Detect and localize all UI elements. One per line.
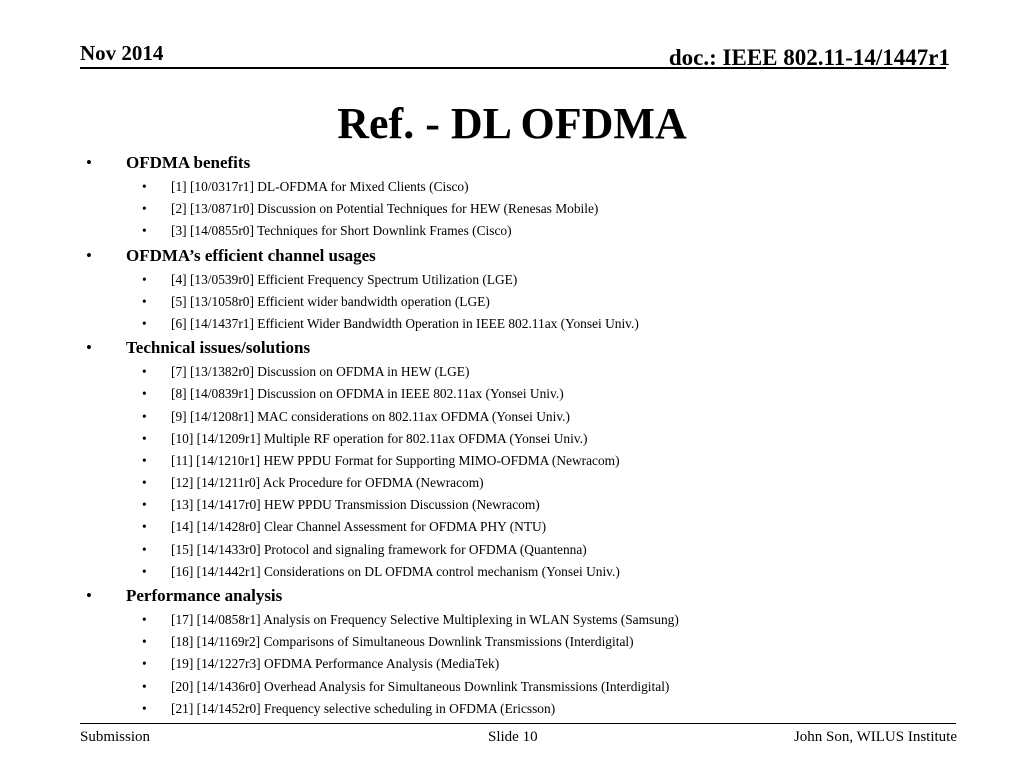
reference-text: [5] [13/1058r0] Efficient wider bandwidth operation (LGE) [171, 293, 490, 309]
reference-item [0, 472, 1024, 494]
bullet-icon: • [142, 293, 147, 309]
reference-item [0, 561, 1024, 583]
reference-text: [8] [14/0839r1] Discussion on OFDMA in IEEE 802.11ax (Yonsei Univ.) [171, 386, 564, 402]
reference-text: [4] [13/0539r0] Efficient Frequency Spectrum Utilization (LGE) [171, 271, 518, 287]
reference-text: [16] [14/1442r1] Considerations on DL OFDMA control mechanism (Yonsei Univ.) [171, 563, 620, 579]
reference-item [0, 198, 1024, 220]
header-date: Nov 2014 [80, 41, 164, 65]
reference-text: [15] [14/1433r0] Protocol and signaling framework for OFDMA (Quantenna) [171, 541, 587, 557]
header-doc-id: doc.: IEEE 802.11-14/1447r1 [668, 45, 950, 70]
reference-item [0, 494, 1024, 516]
slide-title: Ref. - DL OFDMA [337, 99, 687, 148]
reference-item [0, 313, 1024, 335]
reference-item [0, 516, 1024, 538]
reference-item [0, 383, 1024, 405]
reference-text: [12] [14/1211r0] Ack Procedure for OFDMA (Newracom) [171, 475, 484, 491]
reference-item [0, 361, 1024, 383]
footer-rule [80, 723, 956, 724]
bullet-icon: • [142, 315, 147, 331]
footer-submission: Submission [80, 729, 151, 745]
bullet-icon: • [142, 223, 147, 239]
reference-text: [21] [14/1452r0] Frequency selective scheduling in OFDMA (Ericsson) [171, 700, 556, 716]
bullet-icon: • [142, 497, 147, 513]
reference-item [0, 220, 1024, 242]
reference-text: [6] [14/1437r1] Efficient Wider Bandwidth Operation in IEEE 802.11ax (Yonsei Univ.) [171, 315, 639, 331]
bullet-icon: • [86, 153, 92, 172]
reference-text: [17] [14/0858r1] Analysis on Frequency Selective Multiplexing in WLAN Systems (Samsung) [171, 612, 679, 627]
reference-item [0, 698, 1024, 720]
bullet-icon: • [142, 201, 147, 217]
reference-text: [2] [13/0871r0] Discussion on Potential Techniques for HEW (Renesas Mobile) [171, 201, 599, 217]
bullet-icon: • [142, 612, 147, 627]
bullet-icon: • [142, 519, 147, 535]
reference-section [0, 243, 1024, 336]
bullet-icon: • [142, 700, 147, 716]
section-heading-row [0, 335, 1024, 361]
reference-text: [19] [14/1227r3] OFDMA Performance Analysis (MediaTek) [171, 656, 500, 672]
bullet-icon: • [86, 245, 92, 265]
reference-text: [3] [14/0855r0] Techniques for Short Downlink Frames (Cisco) [171, 223, 512, 239]
bullet-icon: • [142, 408, 147, 424]
bullet-icon: • [142, 179, 147, 194]
bullet-icon: • [142, 475, 147, 491]
bullet-icon: • [142, 656, 147, 672]
section-heading-row [0, 150, 1024, 176]
reference-item [0, 450, 1024, 472]
reference-section [0, 150, 1024, 243]
section-heading: Technical issues/solutions [126, 338, 311, 358]
reference-section [0, 335, 1024, 583]
bullet-icon: • [142, 452, 147, 468]
bullet-icon: • [142, 364, 147, 380]
bullet-icon: • [142, 386, 147, 402]
bullet-icon: • [86, 338, 92, 358]
section-heading: OFDMA benefits [126, 153, 251, 172]
reference-section [0, 583, 1024, 720]
section-heading: OFDMA’s efficient channel usages [126, 245, 376, 265]
reference-item [0, 176, 1024, 198]
reference-item [0, 676, 1024, 698]
reference-item [0, 406, 1024, 428]
reference-text: [1] [10/0317r1] DL-OFDMA for Mixed Clients (Cisco) [171, 179, 469, 194]
bullet-icon: • [86, 586, 92, 605]
footer-slide-number: Slide 10 [488, 729, 538, 745]
reference-item [0, 291, 1024, 313]
reference-text: [11] [14/1210r1] HEW PPDU Format for Supporting MIMO-OFDMA (Newracom) [171, 452, 620, 468]
reference-item [0, 653, 1024, 675]
reference-list [0, 150, 1024, 720]
bullet-icon: • [142, 271, 147, 287]
reference-text: [14] [14/1428r0] Clear Channel Assessment for OFDMA PHY (NTU) [171, 519, 547, 535]
reference-item [0, 539, 1024, 561]
bullet-icon: • [142, 430, 147, 446]
reference-item [0, 631, 1024, 653]
section-heading-row [0, 583, 1024, 609]
reference-text: [7] [13/1382r0] Discussion on OFDMA in HEW (LGE) [171, 364, 470, 380]
bullet-icon: • [142, 634, 147, 650]
bullet-icon: • [142, 563, 147, 579]
section-heading-row [0, 243, 1024, 269]
section-heading: Performance analysis [126, 586, 283, 605]
reference-item [0, 269, 1024, 291]
bullet-icon: • [142, 541, 147, 557]
footer-author: John Son, WILUS Institute [793, 729, 957, 745]
reference-text: [13] [14/1417r0] HEW PPDU Transmission Discussion (Newracom) [171, 497, 540, 513]
reference-item [0, 428, 1024, 450]
reference-item [0, 609, 1024, 631]
header-rule [80, 67, 946, 69]
reference-text: [18] [14/1169r2] Comparisons of Simultaneous Downlink Transmissions (Interdigital) [171, 634, 634, 650]
bullet-icon: • [142, 678, 147, 694]
reference-text: [10] [14/1209r1] Multiple RF operation for 802.11ax OFDMA (Yonsei Univ.) [171, 430, 588, 446]
reference-text: [9] [14/1208r1] MAC considerations on 802.11ax OFDMA (Yonsei Univ.) [171, 408, 570, 424]
reference-text: [20] [14/1436r0] Overhead Analysis for Simultaneous Downlink Transmissions (Interdigital) [171, 678, 670, 694]
